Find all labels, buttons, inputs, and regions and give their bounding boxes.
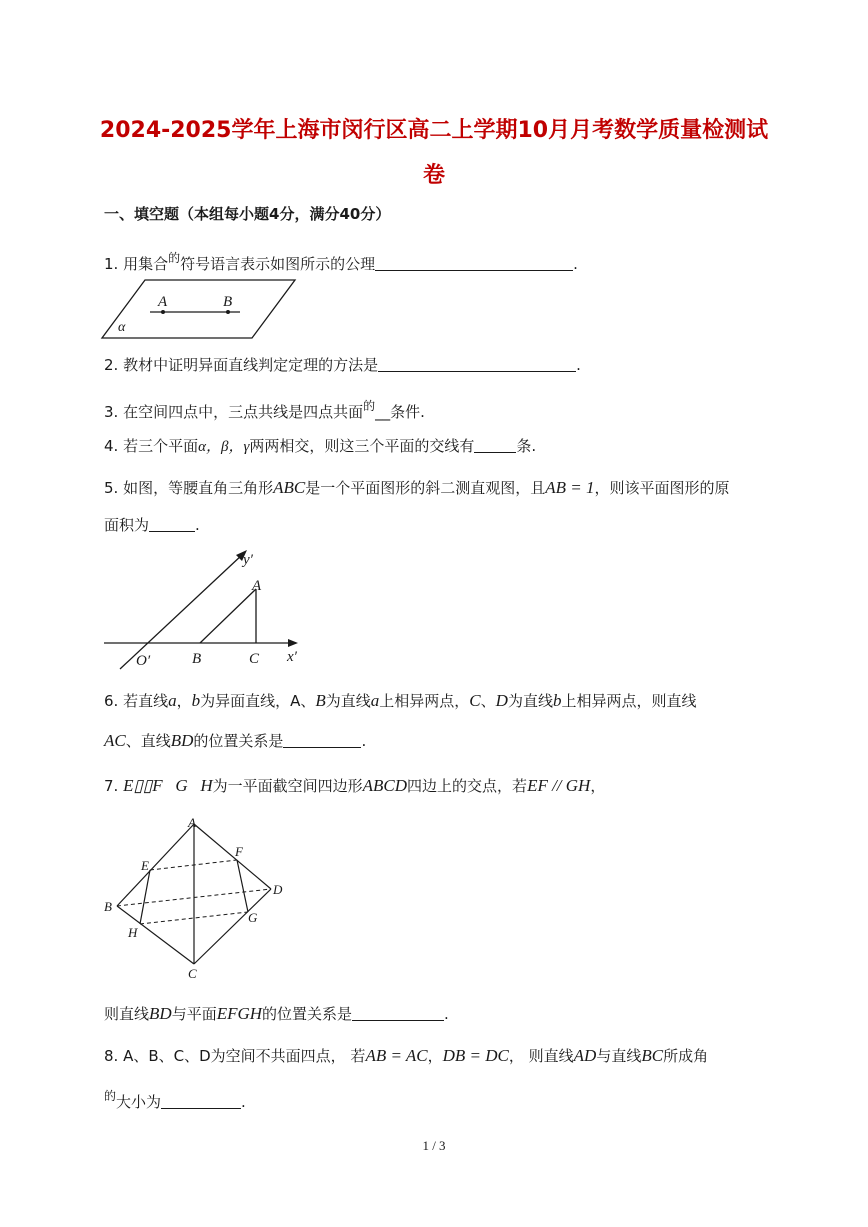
question-text: 的 (363, 399, 376, 413)
question-4 (104, 435, 536, 458)
question-text: . (241, 1093, 246, 1111)
question-text: . (444, 1005, 449, 1023)
label-a: A (188, 815, 196, 830)
label-b: B (223, 294, 233, 310)
question-number: 1. (104, 255, 124, 273)
label-c: C (188, 966, 197, 981)
q5-oblique-figure (100, 545, 310, 671)
y-axis (120, 554, 243, 669)
question-text: 的位置关系是 (193, 732, 284, 750)
label-h: H (128, 925, 138, 940)
question-text: 5. 如图，等腰直角三角形 (104, 479, 274, 497)
question-text: 所成角 (663, 1047, 709, 1065)
question-text: 2. 教材中证明异面直线判定定理的方法是 (104, 356, 379, 374)
question-text: 为一平面截空间四边形 (212, 777, 363, 795)
label-b: B (192, 651, 202, 667)
answer-blank[interactable] (375, 256, 573, 271)
plane-alpha-outline (102, 280, 295, 338)
question-6 (104, 690, 696, 712)
question-text: 为异面直线，A、 (200, 692, 316, 710)
math-point-c: C (469, 691, 481, 710)
math-ab-eq-ac: AB = AC (365, 1046, 428, 1065)
question-text: 上相异两点， (379, 692, 470, 710)
q7-tetrahedron-figure (100, 812, 300, 984)
segment-eh (140, 870, 150, 924)
math-efgh: E▯▯F G H (123, 776, 213, 795)
answer-blank[interactable]: __ (375, 403, 391, 421)
question-text: 6. 若直线 (104, 692, 169, 710)
edge-cd (194, 889, 271, 964)
question-text: 为直线 (507, 692, 553, 710)
edge-ab (117, 824, 194, 906)
question-8-line2 (104, 1085, 246, 1113)
math-a: a (370, 691, 380, 710)
label-g: G (248, 910, 258, 925)
math-bd: BD (149, 1004, 172, 1023)
question-text: ， (590, 777, 606, 795)
question-text: 的位置关系是 (262, 1005, 353, 1023)
answer-blank[interactable] (161, 1094, 241, 1109)
question-text: 、 (480, 692, 496, 710)
label-c: C (249, 651, 260, 667)
question-7 (104, 775, 605, 797)
label-f: F (235, 844, 243, 859)
question-text: 上相异两点，则直线 (561, 692, 697, 710)
math-ef-parallel-gh: EF // GH (527, 776, 591, 795)
question-2 (104, 354, 581, 376)
question-text: 8. A、B、C、D为空间不共面四点， 若 (104, 1047, 366, 1065)
math-ad: AD (573, 1046, 597, 1065)
label-o-prime: O′ (136, 653, 151, 669)
question-text: ， 则直线 (508, 1047, 574, 1065)
math-point-d: D (495, 691, 508, 710)
label-a: A (252, 578, 262, 594)
question-text: 四边上的交点，若 (407, 777, 528, 795)
answer-blank[interactable] (283, 733, 361, 748)
question-text: 与平面 (171, 1005, 217, 1023)
question-text: 4. 若三个平面 (104, 437, 199, 455)
label-b: B (104, 899, 112, 914)
answer-blank[interactable] (474, 438, 516, 453)
math-efgh: EFGH (216, 1004, 263, 1023)
math-ac: AC (104, 731, 126, 750)
question-text: ， (427, 1047, 443, 1065)
exam-title-line1: 2024-2025学年上海市闵行区高二上学期10月月考数学质量检测试 (99, 118, 769, 143)
answer-blank[interactable] (352, 1006, 444, 1021)
label-a: A (158, 294, 168, 310)
question-text: 的 (168, 251, 181, 265)
question-text: . (195, 516, 200, 534)
question-7-line2 (104, 1003, 449, 1025)
exam-title-line2: 卷 (422, 163, 445, 188)
label-d: D (273, 882, 283, 897)
label-y-prime: y′ (243, 552, 253, 568)
label-x-prime: x′ (287, 649, 297, 665)
q1-plane-figure (100, 278, 300, 342)
question-text: 的 (104, 1089, 117, 1103)
question-text: 两两相交，则这三个平面的交线有 (249, 437, 475, 455)
question-3 (104, 395, 425, 423)
question-text: 与直线 (596, 1047, 642, 1065)
point-b (226, 310, 230, 314)
question-text: 大小为 (116, 1093, 162, 1111)
segment-ba (200, 589, 256, 643)
answer-blank[interactable] (149, 517, 195, 532)
math-ab-eq-1: AB = 1 (545, 478, 595, 497)
question-number: 7. (104, 777, 124, 795)
question-5-line2 (104, 514, 200, 536)
math-db-eq-dc: DB = DC (442, 1046, 509, 1065)
question-text: ，则该平面图形的原 (594, 479, 730, 497)
question-text: 是一个平面图形的斜二测直观图，且 (305, 479, 546, 497)
question-text: 用集合 (123, 255, 169, 273)
section-heading: 一、填空题（本组每小题4分，满分40分） (104, 205, 391, 223)
question-text: 、直线 (125, 732, 171, 750)
label-alpha: α (118, 320, 126, 335)
question-text: 条件. (390, 403, 425, 421)
math-point-b: B (315, 691, 326, 710)
question-8 (104, 1045, 708, 1067)
page-number: 1 / 3 (422, 1138, 446, 1153)
math-abcd: ABCD (362, 776, 408, 795)
question-text: 则直线 (104, 1005, 150, 1023)
question-text: 3. 在空间四点中，三点共线是四点共面 (104, 403, 364, 421)
math-b: b (552, 691, 562, 710)
question-1 (104, 247, 578, 275)
question-text: . (361, 732, 367, 750)
math-bd: BD (170, 731, 194, 750)
math-planes: α，β，γ (198, 439, 250, 455)
question-text: . (576, 356, 581, 374)
math-abc: ABC (273, 478, 306, 497)
question-5 (104, 477, 729, 499)
question-text: 面积为 (104, 516, 150, 534)
edge-ad (194, 824, 271, 889)
answer-blank[interactable] (378, 357, 576, 372)
question-text: ， (176, 692, 192, 710)
question-text: . (573, 255, 578, 273)
math-bc: BC (641, 1046, 664, 1065)
math-a: a (168, 691, 177, 710)
question-text: 符号语言表示如图所示的公理 (180, 255, 376, 273)
question-text: 条. (516, 437, 537, 455)
question-text: 为直线 (325, 692, 371, 710)
point-a (161, 310, 165, 314)
math-b: b (191, 691, 201, 710)
question-6-line2 (104, 730, 366, 752)
x-axis-arrow-icon (288, 639, 298, 647)
label-e: E (141, 858, 149, 873)
